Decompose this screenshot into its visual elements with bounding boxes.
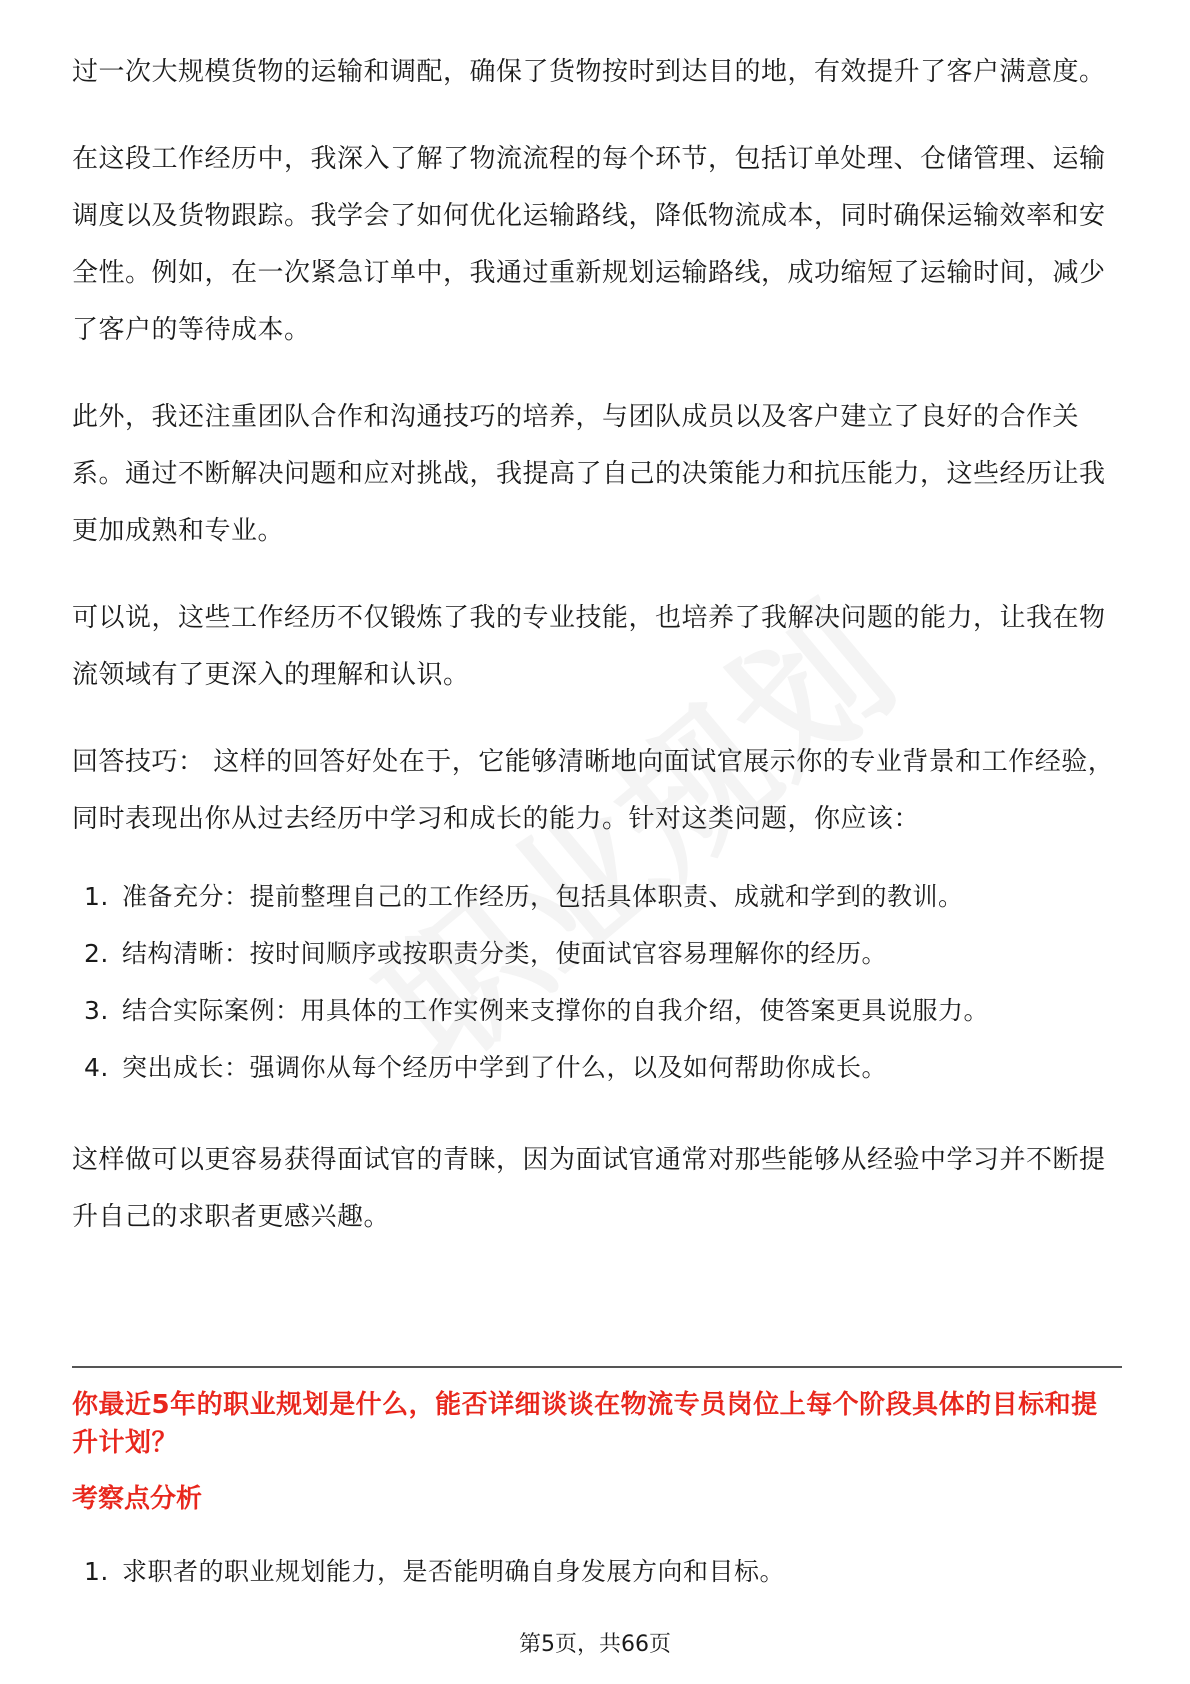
- paragraph: 此外，我还注重团队合作和沟通技巧的培养，与团队成员以及客户建立了良好的合作关系。通过不断解决问题和应对挑战，我提高了自己的决策能力和抗压能力，这些经历让我更加成熟和专业。: [72, 402, 1106, 546]
- answer-tips-intro: 回答技巧： 这样的回答好处在于，它能够清晰地向面试官展示你的专业背景和工作经验，同时表现出你从过去经历中学习和成长的能力。针对这类问题，你应该：: [72, 747, 1115, 834]
- list-item: [72, 1039, 1122, 1096]
- section-divider: [72, 1366, 1122, 1368]
- paragraph: 可以说，这些工作经历不仅锻炼了我的专业技能，也培养了我解决问题的能力，让我在物流领域有了更深入的理解和认识。: [72, 603, 1106, 690]
- list-number: 3.: [84, 996, 109, 1025]
- list-number: 2.: [84, 939, 109, 968]
- list-item: [72, 868, 1122, 925]
- list-number: 1.: [84, 882, 109, 911]
- list-item: [72, 925, 1122, 982]
- list-text: 结构清晰：按时间顺序或按职责分类，使面试官容易理解你的经历。: [122, 939, 888, 968]
- tips-list: [72, 868, 1122, 1096]
- list-item: [72, 982, 1122, 1039]
- list-text: 准备充分：提前整理自己的工作经历，包括具体职责、成就和学到的教训。: [122, 882, 964, 911]
- paragraph: 在这段工作经历中，我深入了解了物流流程的每个环节，包括订单处理、仓储管理、运输调度以及货物跟踪。我学会了如何优化运输路线，降低物流成本，同时确保运输效率和安全性。例如，在一次紧急订单中，我通过重新规划运输路线，成功缩短了运输时间，减少了客户的等待成本。: [72, 144, 1106, 345]
- list-text: 结合实际案例：用具体的工作实例来支撑你的自我介绍，使答案更具说服力。: [122, 996, 990, 1025]
- list-number: 1.: [84, 1557, 109, 1586]
- analysis-list: [72, 1548, 1122, 1596]
- interview-question: 你最近5年的职业规划是什么，能否详细谈谈在物流专员岗位上每个阶段具体的目标和提升计划？: [72, 1390, 1098, 1458]
- section-title: 考察点分析: [72, 1484, 203, 1514]
- list-number: 4.: [84, 1053, 109, 1082]
- paragraph: 过一次大规模货物的运输和调配，确保了货物按时到达目的地，有效提升了客户满意度。: [72, 57, 1106, 87]
- page-number: 第5页，共66页: [519, 1632, 671, 1657]
- answer-body: [72, 44, 1122, 1276]
- list-item: [72, 1548, 1122, 1596]
- list-text: 求职者的职业规划能力，是否能明确自身发展方向和目标。: [122, 1557, 786, 1586]
- closing-paragraph: 这样做可以更容易获得面试官的青睐，因为面试官通常对那些能够从经验中学习并不断提升自己的求职者更感兴趣。: [72, 1145, 1106, 1232]
- list-text: 突出成长：强调你从每个经历中学到了什么，以及如何帮助你成长。: [122, 1053, 888, 1082]
